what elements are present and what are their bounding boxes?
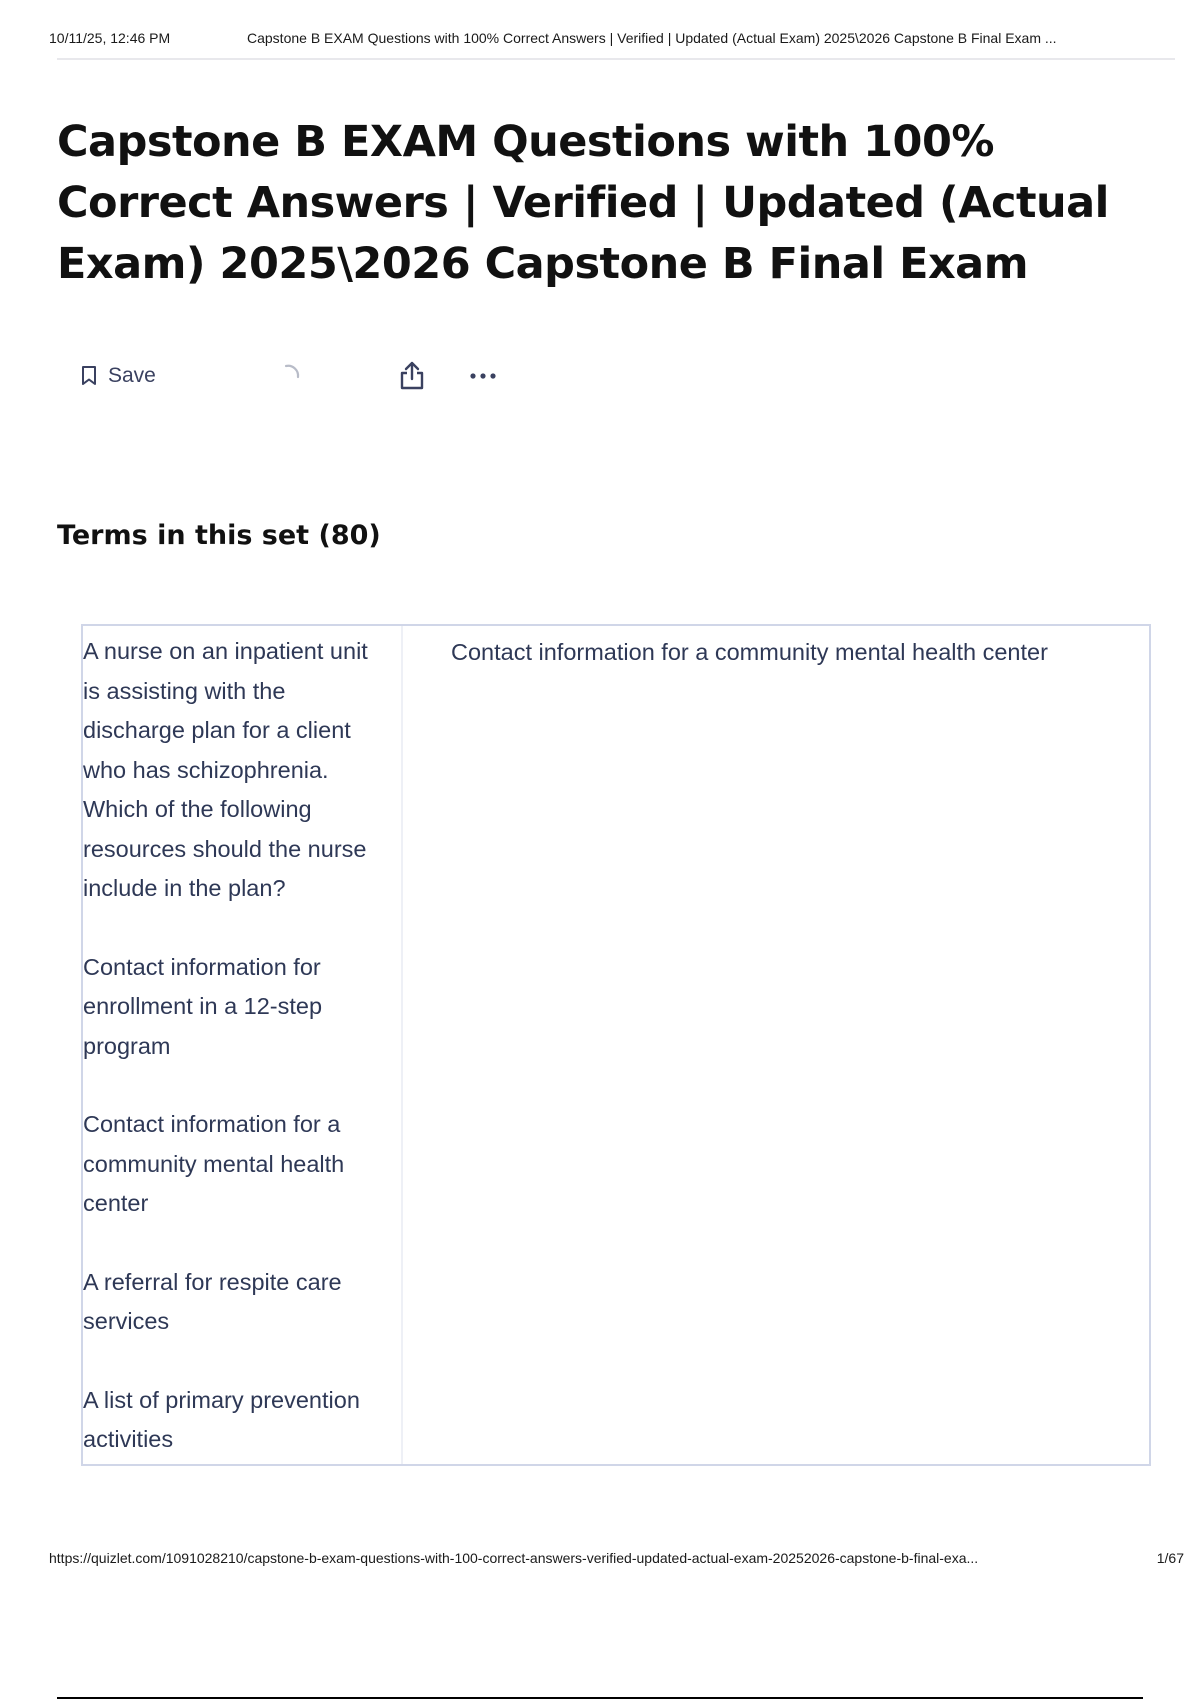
- page-title: Capstone B EXAM Questions with 100% Correct Answers | Verified | Updated (Actual Exam) 2025\2026 Capstone B Final Exam: [57, 117, 1109, 289]
- card-definition: Contact information for a community mental health center: [451, 639, 1048, 665]
- term-card[interactable]: [81, 624, 1151, 1466]
- loading-spinner-icon: [277, 362, 303, 388]
- save-button[interactable]: [80, 360, 156, 392]
- terms-count-heading: Terms in this set (80): [57, 520, 381, 551]
- save-button-label: Save: [108, 364, 156, 387]
- card-divider: [401, 626, 403, 1464]
- print-document-title: Capstone B EXAM Questions with 100% Correct Answers | Verified | Updated (Actual Exam) 2025\2026 Capstone B Final Exam ...: [247, 30, 1057, 46]
- print-url: https://quizlet.com/1091028210/capstone-b-exam-questions-with-100-correct-answers-verified-updated-actual-exam-20252026-capstone-b-final-exa...: [49, 1550, 979, 1566]
- card-term: [83, 632, 383, 1499]
- page-number: 1/67: [1156, 1550, 1184, 1566]
- term-option: A referral for respite care services: [83, 1268, 342, 1334]
- print-date: 10/11/25, 12:46 PM: [49, 30, 171, 46]
- term-option: Contact information for enrollment in a 12-step program: [83, 953, 323, 1059]
- more-options-icon[interactable]: [466, 360, 500, 392]
- term-option: A list of primary prevention activities: [83, 1386, 360, 1452]
- header-divider: [57, 58, 1175, 60]
- share-icon[interactable]: [396, 360, 428, 392]
- term-option: Contact information for a community mental health center: [83, 1111, 345, 1216]
- bookmark-icon: [80, 365, 98, 387]
- bottom-divider: [57, 1697, 1143, 1699]
- term-question: A nurse on an inpatient unit is assisting with the discharge plan for a client who has schizophrenia. Which of the following resources should the nurse include in the plan?: [83, 638, 368, 901]
